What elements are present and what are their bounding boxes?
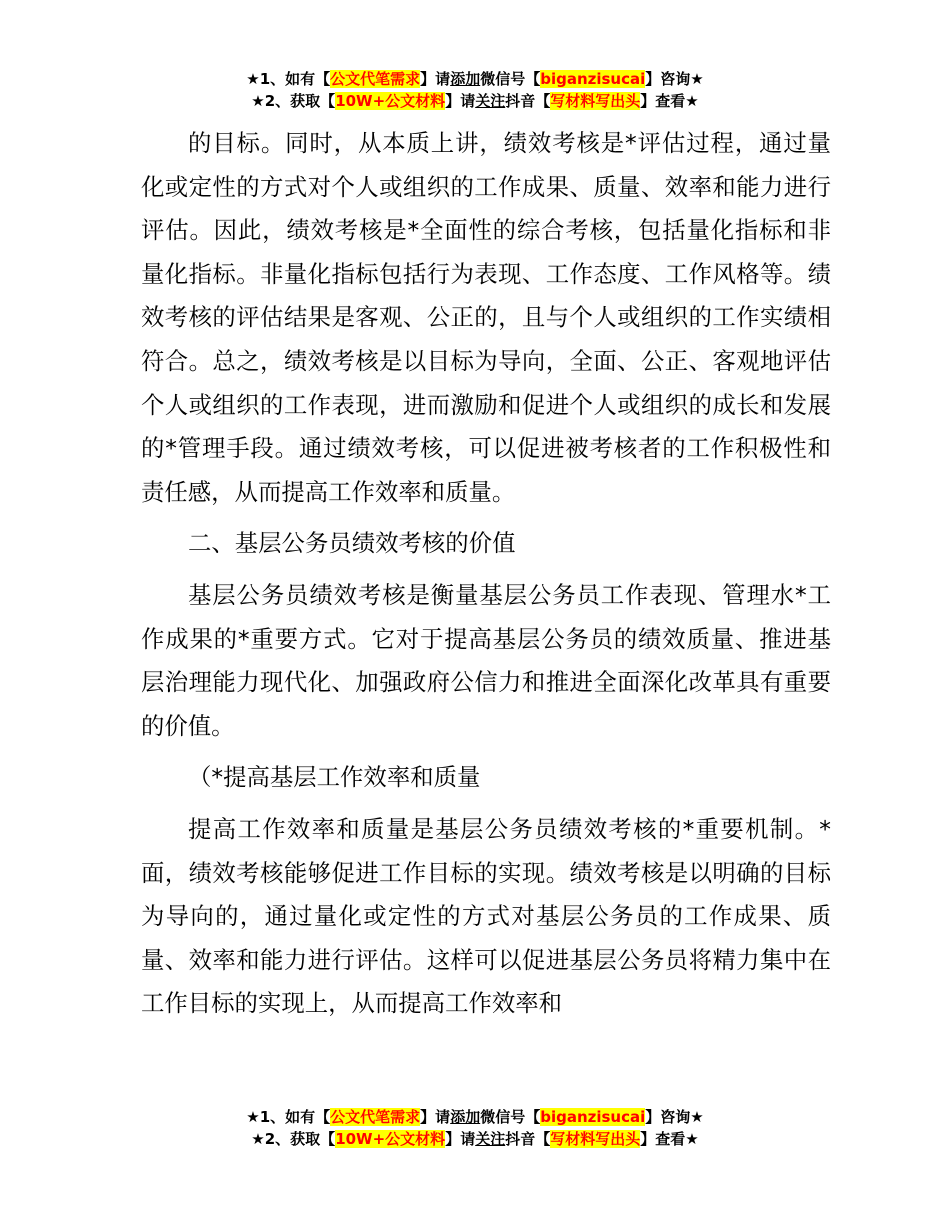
header-line-2-text-2: 抖音【: [505, 92, 551, 110]
footer-line-2-highlight-materials: 10W+公文材料: [335, 1130, 446, 1148]
footer-line-2-text-2: 抖音【: [505, 1130, 551, 1148]
footer-line-1-highlight-wechat-id: biganzisucai: [540, 1108, 646, 1126]
paragraph-performance-definition: 的目标。同时，从本质上讲，绩效考核是*评估过程，通过量化或定性的方式对个人或组织的工作成果、质量、效率和能力进行评估。因此，绩效考核是*全面性的综合考核，包括量化指标和非量化指标。非量化指标包括行为表现、工作态度、工作风格等。绩效考核的评估结果是客观、公正的，且与个人或组织的工作实绩相符合。总之，绩效考核是以目标为导向，全面、公正、客观地评估个人或组织的工作表现，进而激励和促进个人或组织的成长和发展的*管理手段。通过绩效考核，可以促进被考核者的工作积极性和责任感，从而提高工作效率和质量。: [141, 129, 831, 506]
footer-banner: [0, 1106, 950, 1150]
footer-line-1-text-2: 微信号【: [480, 1108, 541, 1126]
header-line-1-underlined: 添加: [450, 70, 481, 88]
header-line-1-text: 】请: [420, 70, 451, 88]
footer-line-2: [0, 1128, 950, 1150]
paragraph-value-intro: 基层公务员绩效考核是衡量基层公务员工作表现、管理水*工作成果的*重要方式。它对于提高基层公务员的绩效质量、推进基层治理能力现代化、加强政府公信力和推进全面深化改革具有重要的价值。: [141, 580, 831, 740]
header-line-2-text: 】请: [445, 92, 476, 110]
header-line-2-highlight-materials: 10W+公文材料: [335, 92, 446, 110]
header-line-1-highlight-service: 公文代笔需求: [330, 70, 421, 88]
footer-line-2-highlight-account: 写材料写出头: [550, 1130, 641, 1148]
section-heading-value: 二、基层公务员绩效考核的价值: [188, 529, 516, 558]
header-banner: [0, 68, 950, 112]
footer-line-1-highlight-service: 公文代笔需求: [330, 1108, 421, 1126]
footer-line-2-prefix: ★2、获取【: [251, 1130, 336, 1148]
footer-line-1-text: 】请: [420, 1108, 451, 1126]
footer-line-2-underlined: 关注: [475, 1130, 506, 1148]
header-line-1-suffix: 】咨询★: [645, 70, 704, 88]
footer-line-1-prefix: ★1、如有【: [246, 1108, 331, 1126]
footer-line-2-text: 】请: [445, 1130, 476, 1148]
subsection-heading-efficiency: （*提高基层工作效率和质量: [188, 763, 481, 792]
header-line-2-prefix: ★2、获取【: [251, 92, 336, 110]
header-line-1-highlight-wechat-id: biganzisucai: [540, 70, 646, 88]
header-line-2: [0, 90, 950, 112]
header-line-2-suffix: 】查看★: [640, 92, 699, 110]
header-line-1-text-2: 微信号【: [480, 70, 541, 88]
footer-line-1-underlined: 添加: [450, 1108, 481, 1126]
header-line-2-highlight-account: 写材料写出头: [550, 92, 641, 110]
footer-line-2-suffix: 】查看★: [640, 1130, 699, 1148]
header-line-2-underlined: 关注: [475, 92, 506, 110]
footer-line-1-suffix: 】咨询★: [645, 1108, 704, 1126]
header-line-1-prefix: ★1、如有【: [246, 70, 331, 88]
document-body: [141, 122, 831, 1026]
paragraph-efficiency: 提高工作效率和质量是基层公务员绩效考核的*重要机制。*面，绩效考核能够促进工作目标的实现。绩效考核是以明确的目标为导向的，通过量化或定性的方式对基层公务员的工作成果、质量、效率和能力进行评估。这样可以促进基层公务员将精力集中在工作目标的实现上，从而提高工作效率和: [141, 814, 831, 1018]
header-line-1: [0, 68, 950, 90]
footer-line-1: [0, 1106, 950, 1128]
